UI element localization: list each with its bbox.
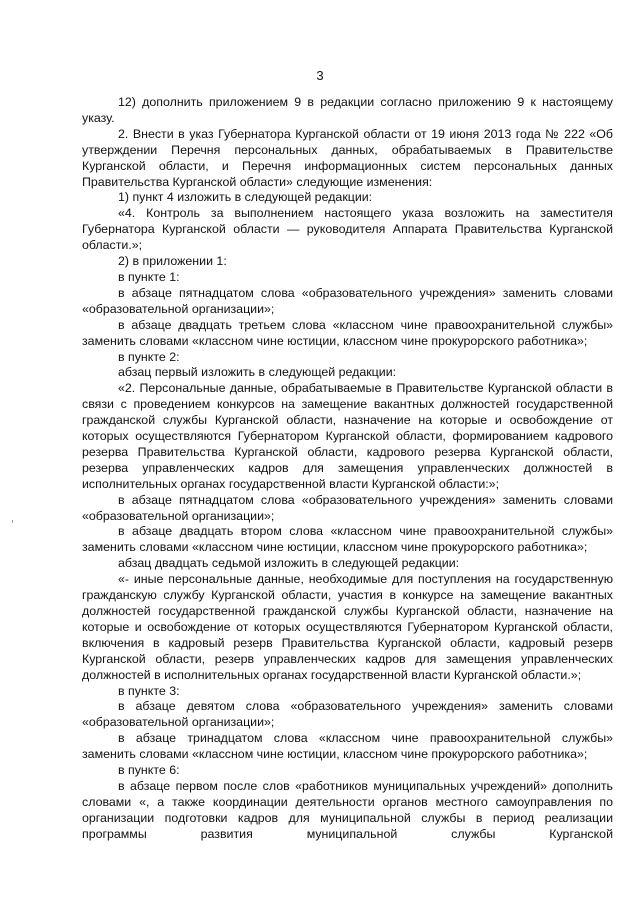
paragraph-18: в абзаце тринадцатом слова «классном чине правоохранительной службы» заменить словами «классном чине юстиции, классном чине прокурорского работника»; [82,731,613,762]
paragraph-14: абзац двадцать седьмой изложить в следующей редакции: [118,556,460,571]
paragraph-6: в пункте 1: [118,269,180,284]
paragraph-16: в пункте 3: [118,683,180,698]
margin-mark [12,520,13,523]
paragraph-20: в абзаце первом после слов «работников муниципальных учреждений» дополнить словами «, а также координации деятельности органов местного самоуправления по организации подготовки кадров для муниципальной службы в период реализации программы развития муниципальной службы Курганской [82,778,613,841]
paragraph-3: 1) пункт 4 изложить в следующей редакции: [118,190,373,205]
paragraph-17: в абзаце девятом слова «образовательного учреждения» заменить словами «образовательной организации»; [82,699,613,730]
paragraph-11: «2. Персональные данные, обрабатываемые в Правительстве Курганской области в связи с проведением конкурсов на замещение вакантных должностей государственной гражданской службы Курганской области, назначение на которые и освобождение от которых осуществляются Губернатором Курганской области, формированием кадрового резерва Правительства Курганской области, кадрового резерва Курганской области, резерва управленческих кадров для замещения управленческих должностей в исполнительных органах государственной власти Курганской области:»; [82,381,613,491]
paragraph-10: абзац первый изложить в следующей редакции: [118,365,397,380]
paragraph-13: в абзаце двадцать втором слова «классном чине правоохранительной службы» заменить словами «классном чине юстиции, классном чине прокурорского работника»; [82,524,613,555]
page-number: 3 [316,68,324,83]
paragraph-7: в абзаце пятнадцатом слова «образовательного учреждения» заменить словами «образовательной организации»; [82,285,613,316]
paragraph-5: 2) в приложении 1: [118,254,227,269]
paragraph-12: в абзаце пятнадцатом слова «образовательного учреждения» заменить словами «образовательной организации»; [82,492,613,523]
document-body [82,95,613,843]
paragraph-9: в пункте 2: [118,349,180,364]
paragraph-19: в пункте 6: [118,763,180,778]
paragraph-4: «4. Контроль за выполнением настоящего указа возложить на заместителя Губернатора Курганской области — руководителя Аппарата Правительства Курганской области.»; [82,206,613,253]
paragraph-8: в абзаце двадцать третьем слова «классном чине правоохранительной службы» заменить словами «классном чине юстиции, классном чине прокурорского работника»; [82,317,613,348]
paragraph-2: 2. Внести в указ Губернатора Курганской области от 19 июня 2013 года № 222 «Об утверждении Перечня персональных данных, обрабатываемых в Правительстве Курганской области, и Перечня информационных систем персональных данных Правительства Курганской области» следующие изменения: [82,126,613,189]
paragraph-15: «- иные персональные данные, необходимые для поступления на государственную гражданскую службу Курганской области, участия в конкурсе на замещение вакантных должностей государственной гражданской службы Курганской области, назначение на которые и освобождение от которых осуществляются Губернатором Курганской области, включения в кадровый резерв Правительства Курганской области, кадровый резерв Курганской области, резерв управленческих кадров для замещения управленческих должностей в исполнительных органах государственной власти Курганской области.»; [82,572,613,682]
paragraph-1: 12) дополнить приложением 9 в редакции согласно приложению 9 к настоящему указу. [82,95,613,125]
